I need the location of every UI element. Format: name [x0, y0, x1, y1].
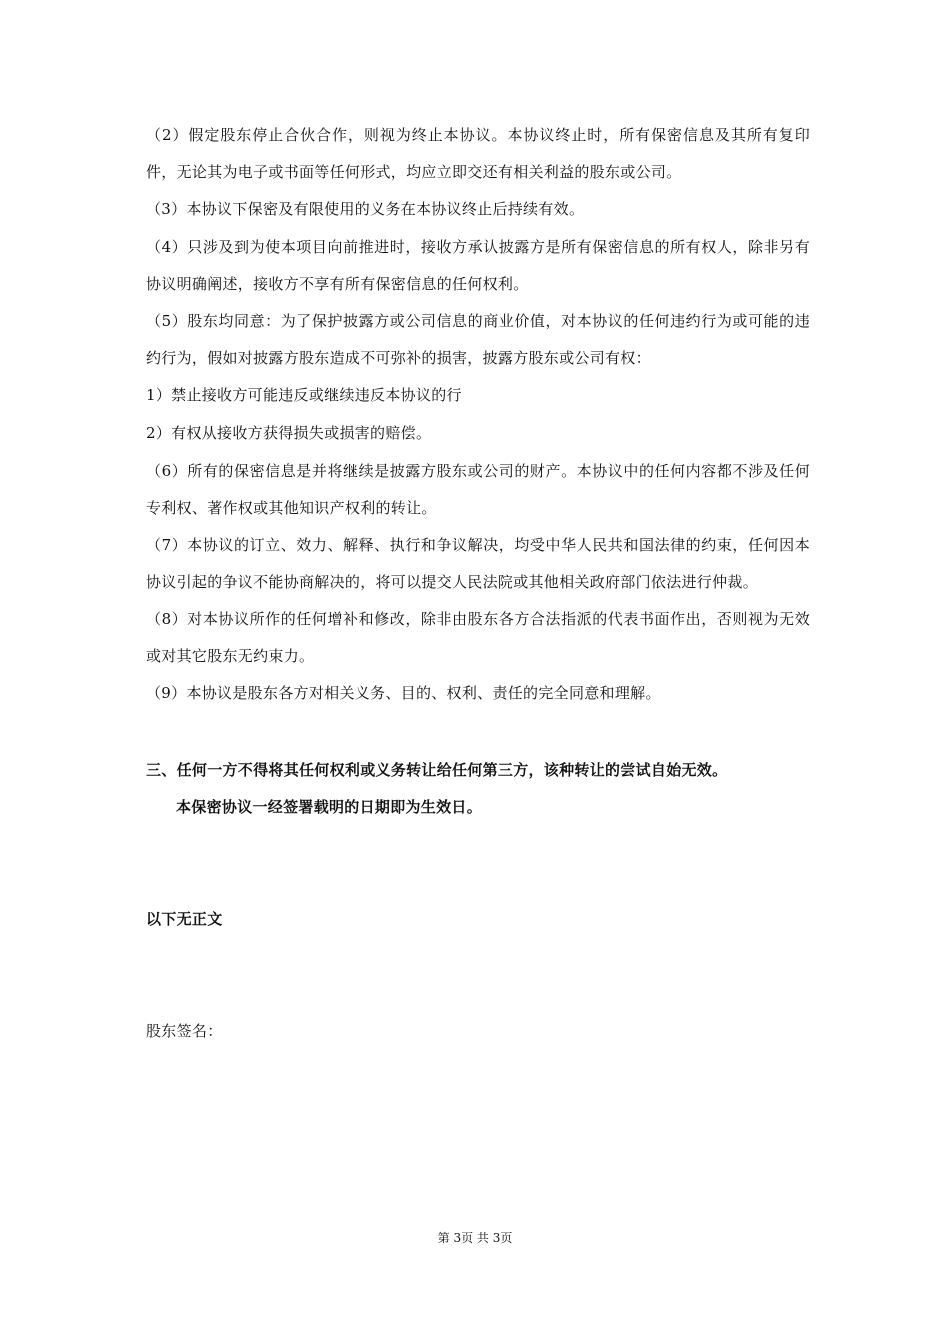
clause-5-item-1: 1）禁止接收方可能违反或继续违反本协议的行: [146, 386, 462, 404]
clause-5-item-2: 2）有权从接收方获得损失或损害的赔偿。: [146, 424, 432, 442]
page-footer: 第 3页 共 3页: [437, 1231, 513, 1245]
clause-3: （3）本协议下保密及有限使用的义务在本协议终止后持续有效。: [146, 200, 585, 218]
effective-date-statement: 本保密协议一经签署载明的日期即为生效日。: [176, 798, 483, 816]
clause-8: （8）对本协议所作的任何增补和修改，除非由股东各方合法指派的代表书面作出，否则视为无效或对其它股东无约束力。: [146, 610, 810, 665]
section-3-heading: 三、任何一方不得将其任何权利或义务转让给任何第三方，该种转让的尝试自始无效。: [146, 761, 728, 779]
clause-9: （9）本协议是股东各方对相关义务、目的、权利、责任的完全同意和理解。: [146, 684, 661, 702]
no-more-text-label: 以下无正文: [146, 910, 223, 928]
signature-label: 股东签名：: [146, 1022, 223, 1040]
clause-4: （4）只涉及到为使本项目向前推进时，接收方承认披露方是所有保密信息的所有权人，除非另有协议明确阐述，接收方不享有所有保密信息的任何权利。: [146, 238, 810, 293]
clause-7: （7）本协议的订立、效力、解释、执行和争议解决，均受中华人民共和国法律的约束，任何因本协议引起的争议不能协商解决的，将可以提交人民法院或其他相关政府部门依法进行仲裁。: [146, 536, 810, 591]
clause-6: （6）所有的保密信息是并将继续是披露方股东或公司的财产。本协议中的任何内容都不涉及任何专利权、著作权或其他知识产权利的转让。: [146, 462, 810, 517]
clause-5: （5）股东均同意：为了保护披露方或公司信息的商业价值，对本协议的任何违约行为或可能的违约行为，假如对披露方股东造成不可弥补的损害，披露方股东或公司有权：: [146, 312, 810, 367]
clause-2: （2）假定股东停止合伙合作，则视为终止本协议。本协议终止时，所有保密信息及其所有复印件，无论其为电子或书面等任何形式，均应立即交还有相关利益的股东或公司。: [146, 126, 810, 181]
